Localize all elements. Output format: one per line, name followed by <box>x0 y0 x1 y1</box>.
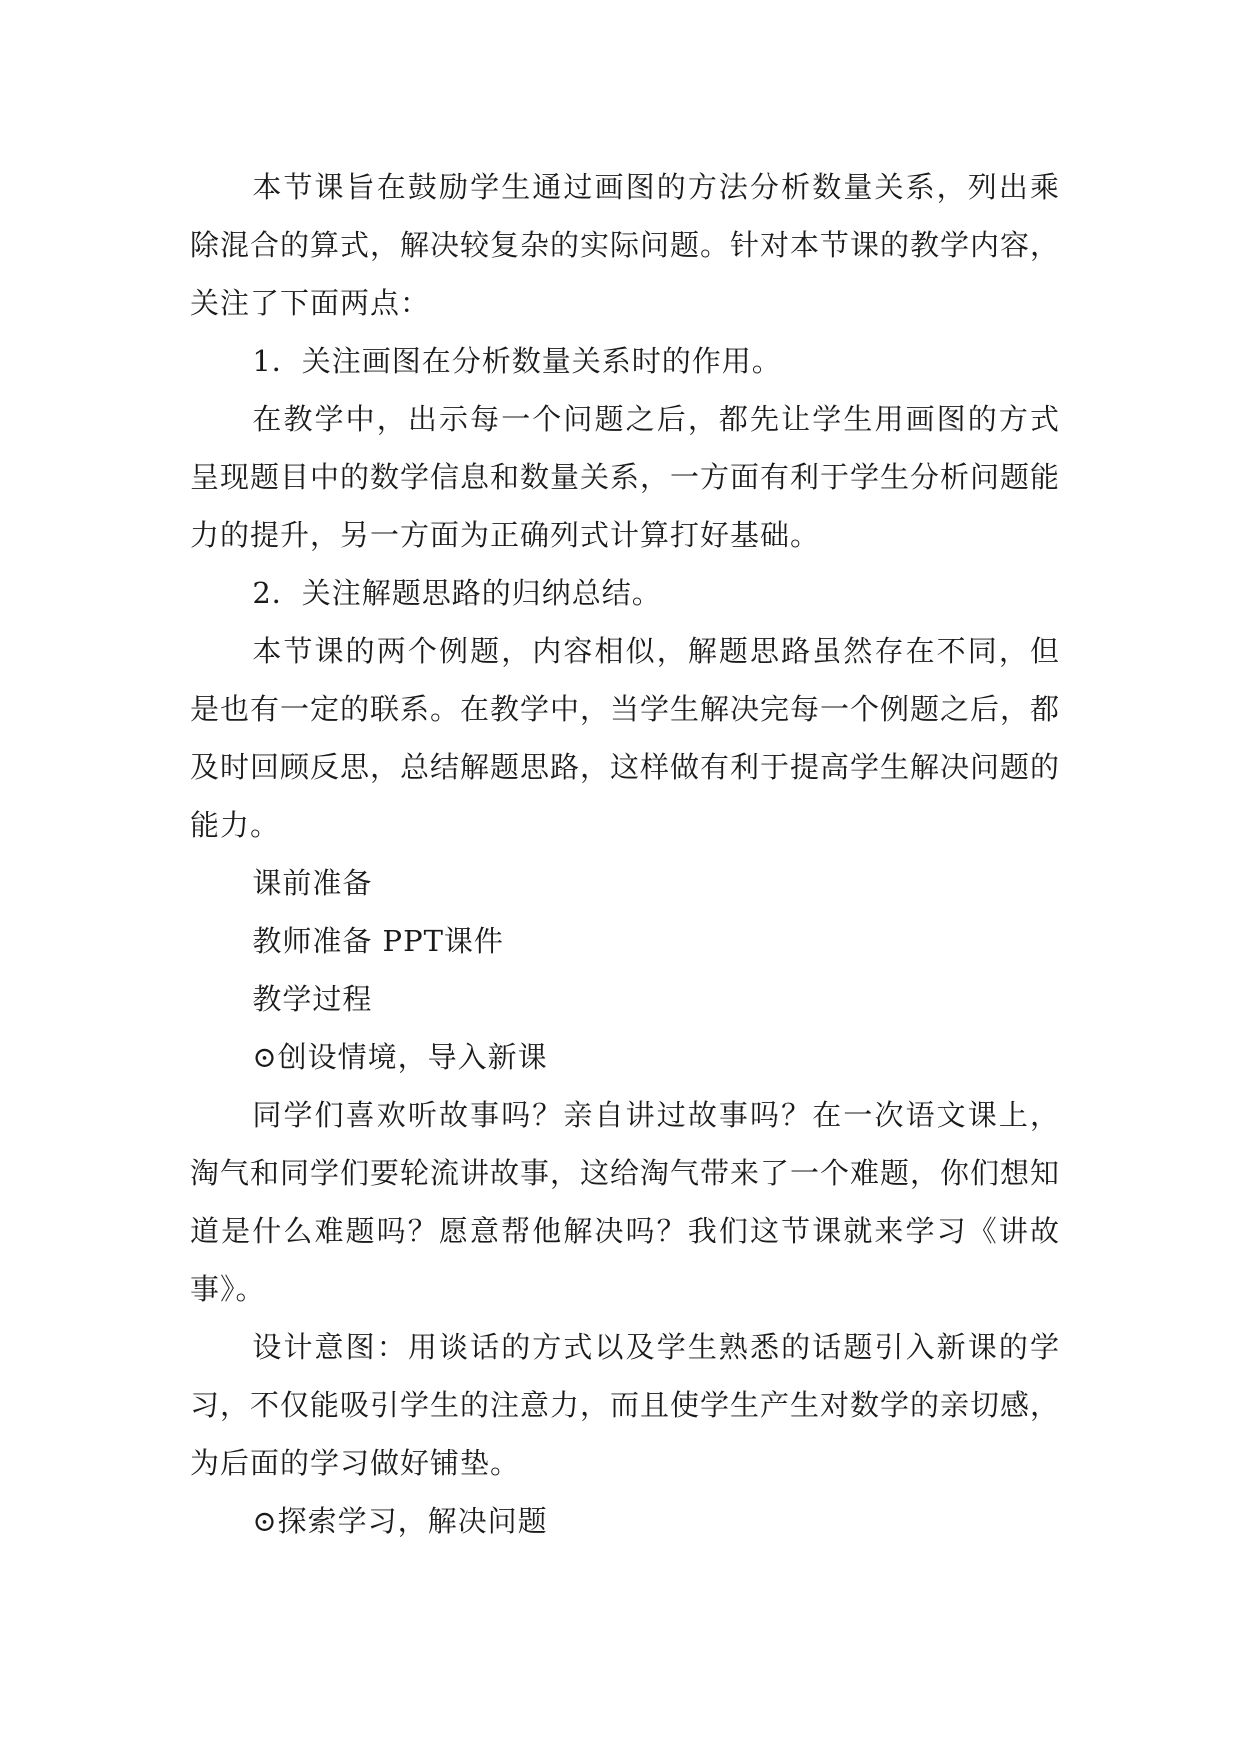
section-heading-preparation: 课前准备 <box>252 866 373 900</box>
step-heading-exploration: ⊙探索学习，解决问题 <box>252 1504 548 1538</box>
paragraph-point-2: 本节课的两个例题，内容相似，解题思路虽然存在不同，但是也有一定的联系。在教学中，当学生解决完每一个例题之后，都及时回顾反思，总结解题思路，这样做有利于提高学生解决问题的能力。 <box>190 634 1061 842</box>
paragraph-design-intent: 设计意图：用谈话的方式以及学生熟悉的话题引入新课的学习，不仅能吸引学生的注意力，而且使学生产生对数学的亲切感，为后面的学习做好铺垫。 <box>190 1330 1061 1480</box>
teacher-preparation: 教师准备 PPT课件 <box>252 924 504 958</box>
section-heading-process: 教学过程 <box>252 982 373 1016</box>
paragraph-introduction: 同学们喜欢听故事吗？亲自讲过故事吗？在一次语文课上，淘气和同学们要轮流讲故事，这给淘气带来了一个难题，你们想知道是什么难题吗？愿意帮他解决吗？我们这节课就来学习《讲故事》。 <box>190 1098 1061 1306</box>
document-body <box>190 158 1060 1550</box>
point-2-heading: 2．关注解题思路的归纳总结。 <box>252 576 662 610</box>
paragraph-point-1: 在教学中，出示每一个问题之后，都先让学生用画图的方式呈现题目中的数学信息和数量关系，一方面有利于学生分析问题能力的提升，另一方面为正确列式计算打好基础。 <box>190 402 1061 552</box>
paragraph-intro: 本节课旨在鼓励学生通过画图的方法分析数量关系，列出乘除混合的算式，解决较复杂的实际问题。针对本节课的教学内容，关注了下面两点： <box>190 170 1061 320</box>
step-heading-introduction: ⊙创设情境，导入新课 <box>252 1040 548 1074</box>
point-1-heading: 1．关注画图在分析数量关系时的作用。 <box>252 344 782 378</box>
